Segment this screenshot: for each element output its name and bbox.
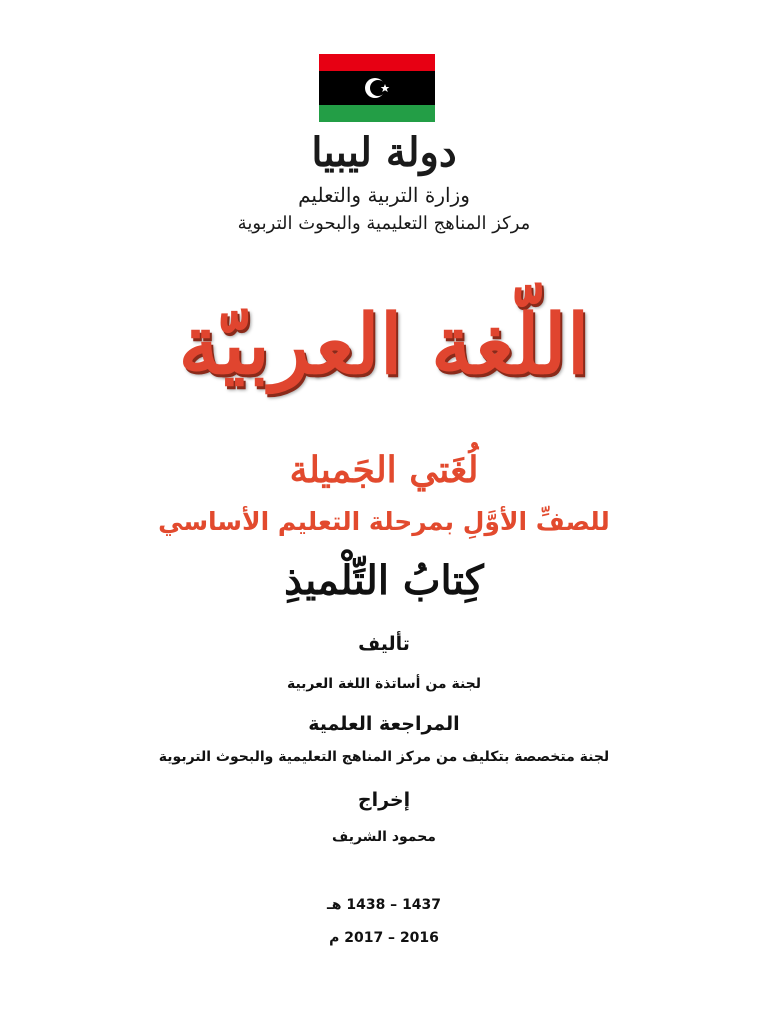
curriculum-center-name: مركز المناهج التعليمية والبحوث التربوية [237,213,531,234]
flag-icon [319,54,435,122]
grade-level: للصفِّ الأوَّلِ بمرحلة التعليم الأساسي [158,507,610,536]
hijri-years: 1437 – 1438 هـ [326,897,442,913]
libya-flag [319,54,435,122]
book-subtitle: لُغَتي الجَميلة [289,449,479,491]
authorship-label: تأليف [358,633,410,655]
direction-label: إخراج [357,789,411,811]
book-title: اللّغة العربيّة [178,297,590,393]
gregorian-years: 2016 – 2017 م [329,930,439,946]
director-name: محمود الشريف [332,829,436,845]
state-name: دولة ليبيا [311,129,457,176]
review-label: المراجعة العلمية [308,713,460,735]
ministry-name: وزارة التربية والتعليم [298,183,470,207]
authors: لجنة من أساتذة اللغة العربية [286,676,482,692]
reviewers: لجنة متخصصة بتكليف من مركز المناهج التعليمية والبحوث التربوية [158,749,610,765]
book-type: كِتابُ التِّلْميذِ [284,557,484,604]
